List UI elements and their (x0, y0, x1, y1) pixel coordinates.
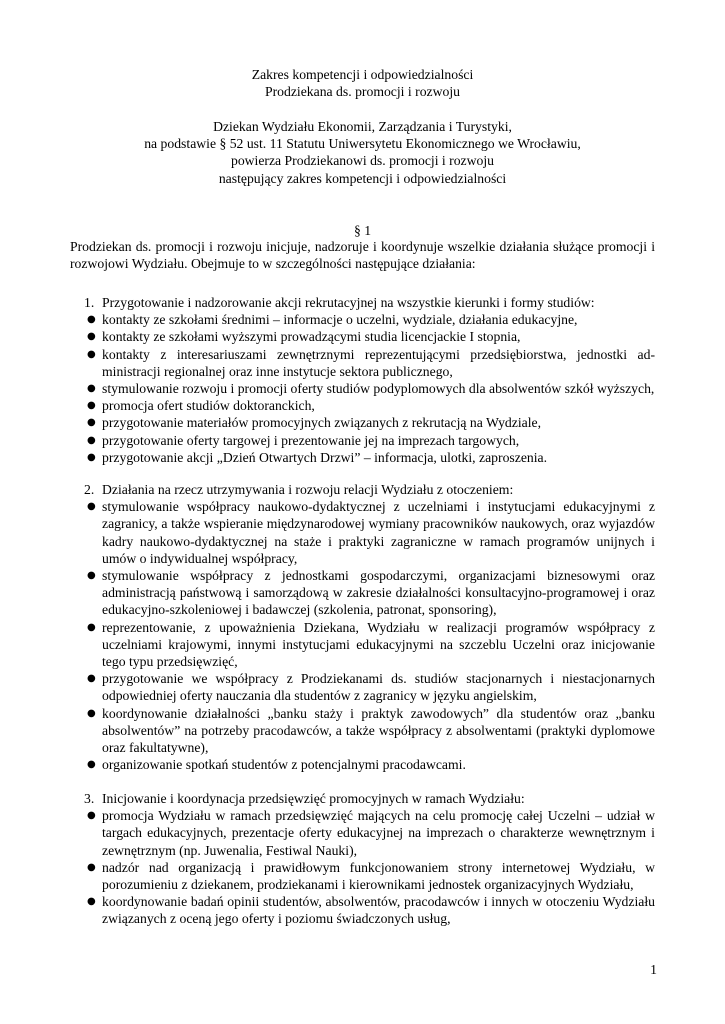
document-title (70, 66, 655, 100)
bullet-icon: ● (87, 707, 96, 719)
list-item-text: stymulowanie współpracy naukowo-dydaktycznej z uczelniami i instytucjami edukacyjnymi z zagranicy, a także wspieranie międzynarodowej wymiany pracowników naukowych, oraz wyjazdów kadry naukowo-dydaktycznej na staże i praktyki zagraniczne w ramach programów unijnych i umów o indywidualnej współpracy, (102, 499, 655, 566)
list-item (70, 397, 655, 414)
list-item (70, 311, 655, 328)
bullet-icon: ● (87, 621, 96, 633)
list-item (70, 859, 655, 893)
bullet-list (70, 498, 655, 773)
section-heading (70, 790, 655, 807)
intro-line-1: Dziekan Wydziału Ekonomii, Zarządzania i Turystyki, (213, 119, 512, 134)
bullet-icon: ● (87, 417, 96, 429)
bullet-icon: ● (87, 673, 96, 685)
list-item (70, 756, 655, 773)
list-item (70, 346, 655, 380)
list-item (70, 498, 655, 567)
section-number: 2. (84, 482, 95, 497)
list-item (70, 328, 655, 345)
bullet-icon: ● (87, 400, 96, 412)
list-item-text: przygotowanie akcji „Dzień Otwartych Drzwi” – informacja, ulotki, zaproszenia. (102, 449, 548, 465)
intro-line-2: na podstawie § 52 ust. 11 Statutu Uniwersytetu Ekonomicznego we Wrocławiu, (144, 136, 581, 152)
section-heading-text: Działania na rzecz utrzymywania i rozwoju relacji Wydziału z otoczeniem: (102, 482, 514, 497)
list-item-text: koordynowanie działalności „banku staży i praktyk zawodowych” dla studentów oraz „banku absolwentów” na potrzeby pracodawców, a także współpracy z absolwentami (praktyki dyplomowe oraz fakultatywne), (102, 705, 655, 756)
list-item-text: kontakty ze szkołami wyższymi prowadzącymi studia licencjackie I stopnia, (102, 329, 521, 345)
section-heading (70, 294, 655, 311)
title-line-1: Zakres kompetencji i odpowiedzialności (251, 67, 474, 82)
list-item-text: przygotowanie materiałów promocyjnych związanych z rekrutacją na Wydziale, (102, 415, 542, 431)
bullet-list (70, 311, 655, 466)
bullet-icon: ● (87, 451, 96, 463)
list-item-text: stymulowanie rozwoju i promocji oferty studiów podyplomowych dla absolwentów szkół wyższych, (102, 381, 655, 397)
list-item (70, 414, 655, 431)
list-item-text: promocja Wydziału w ramach przedsięwzięć mających na celu promocję całej Uczelni – udział w targach edukacyjnych, prezentacje oferty edukacyjnej na imprezach o charakterze wewnętrznym i zewnętrznym (np. Juwenalia, Festiwal Nauki), (102, 808, 655, 858)
paragraph-sign: § 1 (353, 223, 372, 238)
list-item (70, 449, 655, 466)
list-item-text: kontakty z interesariuszami zewnętrznymi reprezentującymi przedsiębiorstwa, jednostki administracji regionalnej oraz inne instytucje sektora publicznego, (102, 346, 655, 379)
bullet-icon: ● (87, 383, 96, 395)
bullet-icon: ● (87, 348, 96, 360)
bullet-icon: ● (87, 434, 96, 446)
list-item (70, 432, 655, 449)
section-1 (70, 294, 655, 466)
list-item-text: przygotowanie oferty targowej i prezentowanie jej na imprezach targowych, (102, 432, 520, 448)
list-item (70, 807, 655, 859)
list-item-text: reprezentowanie, z upoważnienia Dziekana, Wydziału w realizacji programów współpracy z uczelniami krajowymi, innymi instytucjami edukacyjnymi na szczeblu Uczelni oraz inicjowanie tego typu przedsięwzięć, (102, 619, 655, 670)
title-line-2: Prodziekana ds. promocji i rozwoju (264, 84, 460, 100)
section-number: 1. (84, 295, 95, 310)
bullet-icon: ● (87, 570, 96, 582)
section-heading (70, 481, 655, 498)
list-item-text: koordynowanie badań opinii studentów, absolwentów, pracodawców i innych w otoczeniu Wydziału związanych z oceną jego oferty i poziomu świadczonych usług, (102, 894, 655, 927)
bullet-icon: ● (87, 501, 96, 513)
section-heading-text: Przygotowanie i nadzorowanie akcji rekrutacyjnej na wszystkie kierunki i formy studiów: (102, 295, 595, 310)
bullet-icon: ● (87, 331, 96, 343)
list-item (70, 567, 655, 619)
preamble-text: Prodziekan ds. promocji i rozwoju inicjuje, nadzoruje i koordynuje wszelkie działania służące promocji i rozwojowi Wydziału. Obejmuje to w szczególności następujące działania: (70, 239, 655, 272)
list-item (70, 705, 655, 757)
section-heading-text: Inicjowanie i koordynacja przedsięwzięć promocyjnych w ramach Wydziału: (102, 791, 525, 806)
list-item-text: stymulowanie współpracy z jednostkami gospodarczymi, organizacjami biznesowymi oraz administracją państwową i samorządową w zakresie działalności konsultacyjno-programowej i oraz edukacyjno-szkoleniowej i badawczej (szkolenia, patronat, sponsoring), (102, 568, 655, 618)
intro-line-4: następujący zakres kompetencji i odpowiedzialności (218, 170, 507, 186)
bullet-icon: ● (87, 810, 96, 822)
page-number: 1 (650, 962, 657, 977)
bullet-icon: ● (87, 314, 96, 326)
section-3 (70, 790, 655, 928)
list-item (70, 893, 655, 927)
list-item-text: promocja ofert studiów doktoranckich, (102, 398, 315, 414)
list-item-text: organizowanie spotkań studentów z potencjalnymi pracodawcami. (102, 757, 466, 773)
intro-line-3: powierza Prodziekanowi ds. promocji i rozwoju (230, 153, 495, 169)
section-number: 3. (84, 791, 95, 806)
list-item-text: kontakty ze szkołami średnimi – informacje o uczelni, wydziale, działania edukacyjne, (102, 312, 578, 328)
bullet-icon: ● (87, 759, 96, 771)
intro-block (70, 118, 655, 187)
list-item (70, 619, 655, 671)
list-item (70, 670, 655, 704)
list-item (70, 380, 655, 397)
bullet-list (70, 807, 655, 927)
bullet-icon: ● (87, 896, 96, 908)
list-item-text: nadzór nad organizacją i prawidłowym funkcjonowaniem strony internetowej Wydziału, w porozumieniu z dziekanem, prodziekanami i kierownikami jednostek organizacyjnych Wydziału, (102, 859, 655, 893)
bullet-icon: ● (87, 861, 96, 873)
section-2 (70, 481, 655, 773)
list-item-text: przygotowanie we współpracy z Prodziekanami ds. studiów stacjonarnych i niestacjonarnych odpowiedniej oferty nauczania dla studentów z zagranicy w języku angielskim, (102, 671, 655, 704)
